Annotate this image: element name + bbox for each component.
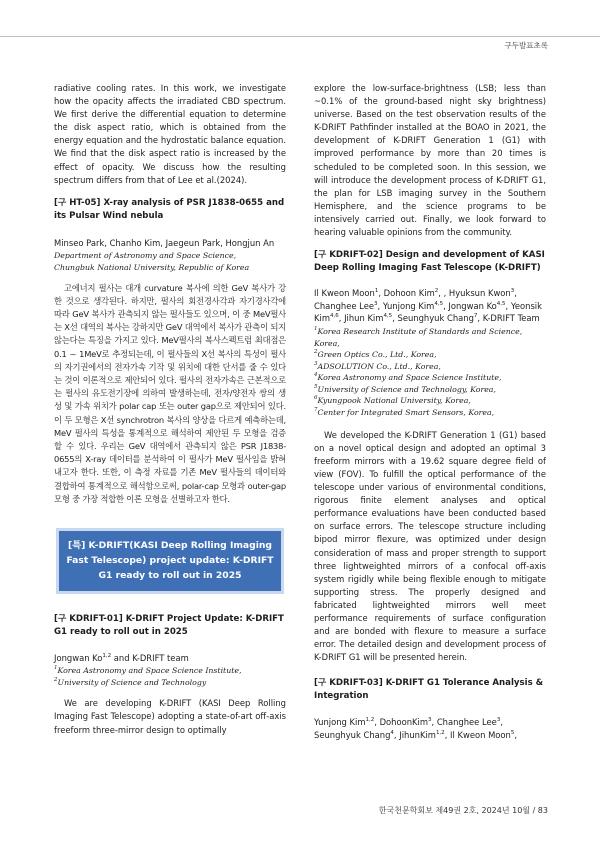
author-superscript: 4 (390, 729, 394, 736)
affiliation-number: 7 (314, 407, 318, 414)
affiliation-line (314, 349, 546, 361)
author-superscript: 3 (510, 288, 515, 295)
author-name: K-DRIFT Team (482, 313, 540, 324)
author-name: Jihun Kim (344, 313, 384, 324)
header-rule (0, 36, 600, 37)
author-superscript: 4,5 (496, 300, 506, 307)
affiliation-text: Korea Astronomy and Space Science Institute, (317, 373, 502, 383)
kdrift03-authors: Yunjong Kim$^{1,2}$, DohoonKim$^3$, Changhee Lee$^3$, Seunghyuk Chang$^4$, JihunKim$^{1,2}$, Il Kweon Moon$^5$, (314, 717, 518, 740)
author-name: Dohoon Kim (383, 288, 435, 299)
author-name: Jongwan Ko (448, 300, 497, 311)
special-session-callout: [특] K-DRIFT(KASI Deep Rolling Imaging Fast Telescope) project update: K-DRIFT G1 ready to roll out in 2025 (56, 528, 284, 594)
affiliation-text: Green Optics Co., Ltd., Korea, (317, 350, 437, 360)
affiliation-text: Korea Research Institute of Standards and Science, Korea, (314, 326, 523, 348)
author-superscript: 3 (496, 717, 501, 724)
author-superscript: 2 (434, 288, 439, 295)
kdrift02-affiliations (314, 326, 546, 419)
kdrift01-title: [구 KDRIFT-01] K-DRIFT Project Update: K-DRIFT G1 ready to roll out in 2025 (54, 613, 284, 637)
ht05-title: [구 HT-05] X-ray analysis of PSR J1838-0655 and its Pulsar Wind nebula (54, 197, 285, 221)
ht05-abstract: 고에너지 펄사는 대개 curvature 복사에 의한 GeV 복사가 강한 것으로 생각된다. 하지만, 펄사의 회전경사각과 자기경사각에 따라 GeV 복사가 관측되지 않는 펄사들도 있으며, 이 중 MeV펄사는 X선 대역의 복사는 강하지만 GeV 대역에서 복사가 관측이 되지 않는다는 특징을 가지고 있다. MeV펄사의 복사스펙트럼 최대점은 0.1 ~ 1MeV로 추정되는데, 이 펄사들의 X선 복사의 특성이 펄사의 자기권에서의 전자가속 기작 및 위치에 대한 단서를 줄 수 있다는 것이 이론적으로 제안되어 있다. 펄사의 전자가속은 근본적으로는 펄사의 유도전기장에 의하여 발생하는데, 전자/양전자 쌍의 생성 및 가속 위치가 polar cap 또는 outer gap으로 제안되어 있다. 이 두 모형은 X선 synchrotron 복사의 양상을 다르게 예측하는데, MeV 펄사의 특성을 통계적으로 해석하여 제안된 두 모형을 검증할 수 있다. 우리는 GeV 대역에서 관측되지 않은 PSR J1838-0655의 X-ray 데이터를 분석하여 이 펄사가 MeV 펄사임을 밝혀내고자 한다. 또한, 이 측정 자료를 기존 MeV 펄사들의 데이터와 결합하여 통계적으로 해석함으로써, polar-cap 모형과 outer-gap 모형 중 가장 적합한 이론 모형을 선별하고자 한다. (54, 282, 286, 504)
ht05-authors: Minseo Park, Chanho Kim, Jaegeun Park, Hongjun An (54, 237, 275, 248)
left-column (54, 82, 286, 737)
author-name: Changhee Lee (314, 300, 375, 311)
author-superscript: 1,2 (435, 729, 445, 736)
author-name: Il Kweon Moon (450, 729, 511, 740)
author-name: Il Kweon Moon (314, 288, 375, 299)
author-name: JihunKim (399, 729, 436, 740)
author-name: Yeonsik Kim (314, 300, 542, 324)
affiliation-text: Center for Integrated Smart Sensors, Korea, (317, 408, 495, 418)
kdrift01-affiliation-1: $^1$Korea Astronomy and Space Science Institute, (54, 665, 242, 676)
affiliation-number: 5 (314, 383, 318, 390)
author-superscript: 4,5 (434, 300, 444, 307)
affiliation-number: 4 (314, 372, 318, 379)
kdrift01-abstract: We are developing K-DRIFT (KASI Deep Rolling Imaging Fast Telescope) adopting a state-of-art off-axis freeform three-mirror design to optimally (54, 698, 286, 735)
affiliation-text: ADSOLUTION Co., Ltd., Korea, (317, 361, 441, 371)
page-footer-citation: 한국천문학회보 제49권 2호, 2024년 10월 / 83 (378, 806, 548, 815)
author-superscript: 3 (427, 717, 432, 724)
right-column (314, 82, 546, 742)
affiliation-number: 3 (314, 360, 318, 367)
ht05-affiliation-2: Chungbuk National University, Republic of Korea (54, 262, 250, 272)
affiliation-number: 6 (314, 395, 318, 402)
affiliation-text: Kyungpook National University, Korea, (317, 396, 471, 406)
affiliation-line (314, 407, 546, 419)
kdrift01-affiliation-2: $^2$University of Science and Technology (54, 676, 207, 687)
affiliation-line (314, 361, 546, 373)
kdrift03-title: [구 KDRIFT-03] K-DRIFT G1 Tolerance Analysis & Integration (314, 678, 544, 702)
affiliation-line (314, 326, 546, 349)
author-superscript: 4,5 (383, 313, 393, 320)
author-superscript: 3 (374, 300, 378, 307)
author-name: Hyuksun Kwon (448, 288, 511, 299)
author-name: Seunghyuk Chang (397, 313, 474, 324)
author-name: Seunghyuk Chang (314, 729, 391, 740)
section-label: 구두발표초록 (504, 41, 548, 50)
affiliation-line (314, 372, 546, 384)
author-superscript: 5 (510, 729, 515, 736)
author-superscript: 1,2 (365, 717, 375, 724)
author-name: Yunjong Kim (314, 717, 366, 728)
author-name: Changhee Lee (436, 717, 497, 728)
kdrift02-authors: Il Kweon Moon$^1$, Dohoon Kim$^2$, , Hyuksun Kwon$^3$, Changhee Lee$^3$, Yunjong Kim$^{4,5}$, Jongwan Ko$^{4,5}$, Yeonsik Kim$^{4,6}$, Jihun Kim$^{4,5}$, Seunghyuk Chang$^7$, K-DRIFT Team (314, 288, 542, 324)
kdrift01-abstract-continued: explore the low-surface-brightness (LSB; less than ~0.1% of the ground-based night sky brightness) universe. Based on the test observation results of the K-DRIFT Pathfinder installed at the BOAO in 2021, the development of K-DRIFT Generation 1 (G1) with improved performance by more than 20 times is scheduled to be completed soon. In this session, we will introduce the development process of K-DRIFT G1, the plan for LSB imaging survey in the Southern Hemisphere, and the science programs to be intensively carried out. Finally, we look forward to hearing valuable opinions from the community. (314, 83, 546, 238)
author-superscript: 7 (473, 313, 478, 320)
kdrift02-abstract: We developed the K-DRIFT Generation 1 (G1) based on a novel optical design and adopted an optimal 3 freeform mirrors with a 19.62 square degree field of view (FOV). To fulfill the optical performance of the telescope under various of environmental conditions, rigorous finite element analyses and optical performance evaluations have been conducted based on surface errors. The telescope structure including bipod mirror flexure, was optimized under design consideration of mass and proper strength to support three lightweighted mirrors of a confocal off-axis system rigidly while being flexible enough to mitigate supporting stress. The properly designed and fabricated lightweighted mirrors well meet performance requirements of surface configuration and are bonded with flexure to measure a surface error. The detailed design and development process of K-DRIFT G1 will be presented herein. (314, 429, 546, 663)
kdrift02-title: [구 KDRIFT-02] Design and development of KASI Deep Rolling Imaging Fast Telescope (K-DRIFT) (314, 250, 545, 274)
affiliation-line (314, 395, 546, 407)
affiliation-number: 2 (314, 349, 318, 356)
ht05-affiliation-1: Department of Astronomy and Space Science, (54, 251, 237, 261)
author-superscript: 4,6 (329, 313, 339, 320)
author-name: Yunjong Kim (382, 300, 435, 311)
author-superscript: 1 (374, 288, 379, 295)
intro-paragraph: radiative cooling rates. In this work, we investigate how the opacity affects the irradiated CBD spectrum. We first derive the differential equation to determine the disk aspect ratio, which is obtained from the energy equation and the hydrostatic balance equation. We find that the disk aspect ratio is increased by the effect of opacity. We discuss how the resulting spectrum differs from that of Lee et al.(2024). (54, 83, 286, 185)
affiliation-text: University of Science and Technology, Korea, (317, 384, 496, 394)
affiliation-number: 1 (314, 325, 318, 332)
affiliation-line (314, 384, 546, 396)
kdrift01-authors: Jongwan Ko$^{1,2}$ and K-DRIFT team (54, 652, 189, 663)
author-name: DohoonKim (379, 717, 428, 728)
